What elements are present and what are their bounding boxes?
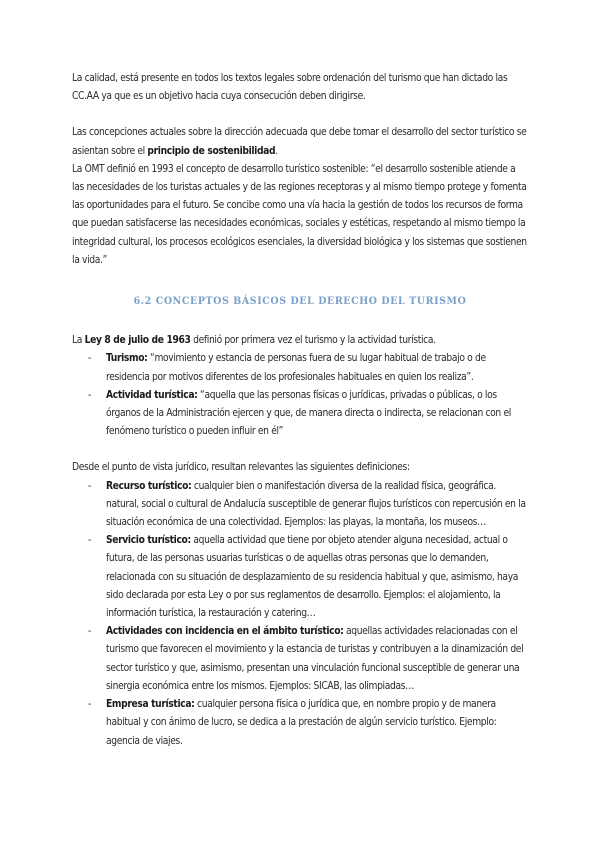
list-term: Servicio turístico:	[106, 535, 191, 547]
list-item	[106, 532, 528, 623]
paragraph-ley	[72, 332, 528, 350]
paragraph-omt: La OMT definió en 1993 el concepto de desarrollo turístico sostenible: “el desarrollo sostenible atiende a las necesidades de los turistas actuales y de las regiones receptoras y al mismo tiempo protege y fomenta las oportunidades para el futuro. Se concibe como una vía hacia la gestión de todos los recursos de forma que puedan satisfacerse las necesidades económicas, sociales y estéticas, respetando al mismo tiempo la integridad cultural, los procesos ecológicos esenciales, la diversidad biológica y los sistemas que sostienen la vida.”	[72, 163, 527, 266]
list-text: “movimiento y estancia de personas fuera de su lugar habitual de trabajo o de residencia por motivos diferentes de los profesionales habituales en quien los realiza”.	[106, 353, 486, 383]
paragraph-calidad: La calidad, está presente en todos los textos legales sobre ordenación del turismo que han dictado las CC.AA ya que es un objetivo hacia cuya consecución deben dirigirse.	[72, 73, 508, 103]
paragraph-text: La	[72, 335, 85, 347]
list-text: cualquier bien o manifestación diversa de la realidad física, geográfica. natural, social o cultural de Andalucía susceptible de generar flujos turísticos con repercusión en la situación económica de una colectividad. Ejemplos: las playas, la montaña, los museos…	[106, 480, 526, 529]
definitions-list-2	[72, 478, 528, 751]
list-item	[106, 478, 528, 533]
list-text: aquella actividad que tiene por objeto atender alguna necesidad, actual o futura, de las personas usuarias turísticas o de aquellas otras personas que lo demanden, relacionada con su situación de desplazamiento de su residencia habitual y que, asimismo, haya sido declarada por esta Ley o por sus reglamentos de desarrollo. Ejemplos: el alojamiento, la información turística, la restauración y catering…	[106, 535, 519, 620]
definitions-list-1	[72, 350, 528, 441]
bold-term: Ley 8 de julio de 1963	[84, 335, 191, 347]
list-term: Actividad turística:	[106, 389, 198, 401]
document-body	[72, 70, 528, 751]
list-text: “aquella que las personas físicas o jurídicas, privadas o públicas, o los órganos de la Administración ejercen y que, de manera directa o indirecta, se relacionan con el fenómeno turístico o pueden influir en él”	[106, 389, 511, 438]
paragraph-text: definió por primera vez el turismo y la actividad turística.	[190, 335, 436, 347]
list-term: Turismo:	[106, 353, 148, 365]
paragraph-text: Las concepciones actuales sobre la dirección adecuada que debe tomar el desarrollo del sector turístico se asientan sobre el	[72, 127, 527, 157]
bold-term: principio de sostenibilidad	[147, 145, 276, 157]
list-text: aquellas actividades relacionadas con el turismo que favorecen el movimiento y la estancia de turistas y contribuyen a la dinamización del sector turístico y que, asimismo, presentan una vinculación funcional susceptible de generar una sinergia económica entre los mismos. Ejemplos: SICAB, las olimpiadas…	[106, 626, 524, 692]
list-item	[106, 387, 528, 442]
list-term: Actividades con incidencia en el ámbito turístico:	[106, 626, 344, 638]
paragraph-sostenibilidad	[72, 124, 528, 160]
list-item	[106, 696, 528, 751]
list-text: cualquier persona física o jurídica que, en nombre propio y de manera habitual y con ánimo de lucro, se dedica a la prestación de algún servicio turístico. Ejemplo: agencia de viajes.	[106, 699, 497, 747]
section-heading: 6.2 CONCEPTOS BÁSICOS DEL DERECHO DEL TURISMO	[133, 295, 467, 308]
paragraph-text: .	[275, 145, 278, 157]
list-item	[106, 350, 528, 386]
list-term: Empresa turística:	[106, 699, 195, 711]
list-item	[106, 623, 528, 696]
list-term: Recurso turístico:	[106, 480, 192, 492]
paragraph-definiciones: Desde el punto de vista jurídico, resultan relevantes las siguientes definiciones:	[72, 462, 410, 474]
